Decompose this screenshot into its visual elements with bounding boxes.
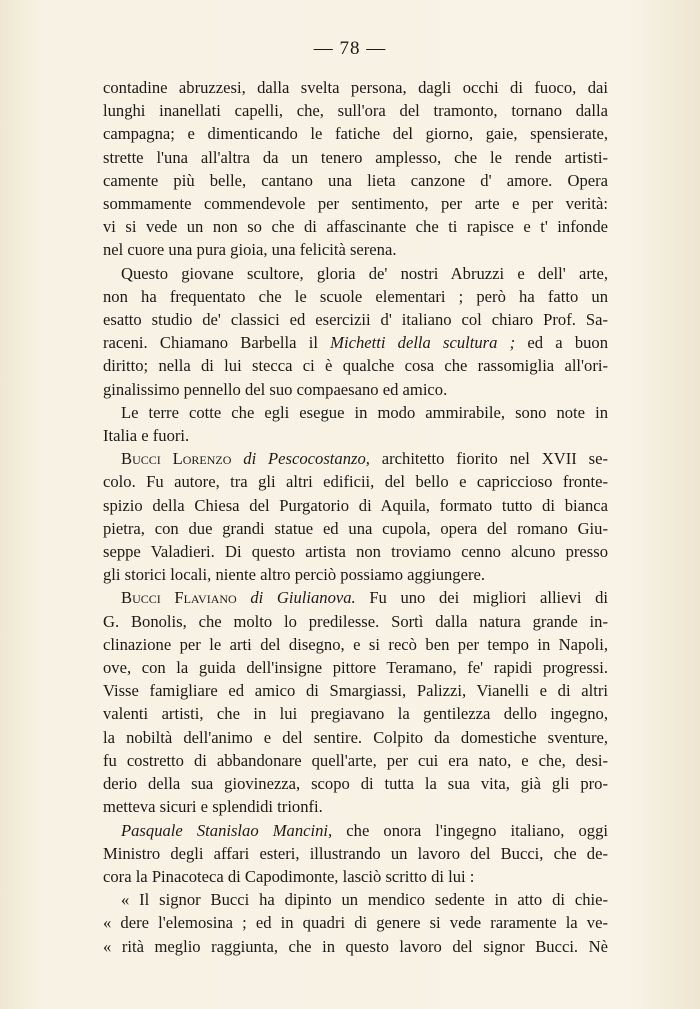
page-number: — 78 —	[313, 38, 387, 59]
text-line	[103, 795, 608, 818]
text-segment: lunghi inanellati capelli, che, sull'ora del tramonto, tornano dalla	[103, 101, 608, 121]
text-segment: nel cuore una pura gioia, una felicità serena.	[103, 240, 397, 260]
text-segment: Italia e fuori.	[103, 426, 190, 446]
text-line	[103, 772, 608, 795]
text-segment: derio della sua giovinezza, scopo di tutta la sua vita, già gli pro-	[103, 774, 608, 794]
text-segment: Visse famigliare ed amico di Smargiassi, Palizzi, Vianelli e di altri	[103, 681, 608, 701]
text-segment: Le terre cotte che egli esegue in modo ammirabile, sono note in	[121, 402, 608, 422]
text-segment: campagna; e dimenticando le fatiche del giorno, gaie, spensierate,	[103, 124, 608, 144]
text-segment: Questo giovane scultore, gloria de' nostri Abruzzi e dell' arte,	[121, 263, 608, 283]
text-segment: diritto; nella di lui stecca ci è qualche cosa che rassomiglia all'ori-	[103, 356, 608, 376]
text-segment: gli storici locali, niente altro perciò possiamo aggiungere.	[103, 565, 486, 585]
text-line	[103, 563, 608, 586]
text-line	[103, 146, 608, 169]
text-segment: sommamente commendevole per sentimento, per arte e per verità:	[103, 194, 608, 214]
text-segment: pietra, con due grandi statue ed una cupola, opera del romano Giu-	[103, 518, 608, 538]
text-segment: non ha frequentato che le scuole elementari ; però ha fatto un	[103, 286, 608, 306]
text-line	[103, 911, 608, 934]
text-segment: la nobiltà dell'animo e del sentire. Colpito da domestiche sventure,	[103, 727, 608, 747]
text-line	[103, 238, 608, 261]
text-segment: « dere l'elemosina ; ed in quadri di genere si vede raramente la ve-	[103, 913, 608, 933]
text-line	[103, 378, 608, 401]
text-segment: Bucci Lorenzo	[121, 449, 232, 469]
text-segment: G. Bonolis, che molto lo predilesse. Sortì dalla natura grande in-	[103, 611, 608, 631]
text-line	[103, 865, 608, 888]
text-segment: « Il signor Bucci ha dipinto un mendico sedente in atto di chie-	[121, 890, 608, 910]
text-segment: architetto fiorito nel XVII se-	[369, 449, 609, 469]
text-line	[103, 447, 608, 470]
text-line	[103, 192, 608, 215]
text-line	[103, 610, 608, 633]
text-segment: fu costretto di abbandonare quell'arte, per cui era nato, e che, desi-	[103, 750, 608, 770]
text-line	[103, 749, 608, 772]
text-line	[103, 633, 608, 656]
text-line	[103, 285, 608, 308]
text-segment: Ministro degli affari esteri, illustrando un lavoro del Bucci, che de-	[103, 843, 608, 863]
text-line	[103, 702, 608, 725]
text-segment: ove, con la guida dell'insigne pittore Teramano, fe' rapidi progressi.	[103, 658, 608, 678]
text-segment: esatto studio de' classici ed esercizii d' italiano col chiaro Prof. Sa-	[103, 310, 608, 330]
text-segment: di Pescocostanzo,	[231, 449, 370, 469]
text-line	[103, 494, 608, 517]
text-segment: vi si vede un non so che di affascinante che ti rapisce e t' infonde	[103, 217, 608, 237]
text-line	[103, 99, 608, 122]
body-text	[103, 76, 608, 958]
text-line	[103, 517, 608, 540]
text-line	[103, 354, 608, 377]
text-line	[103, 842, 608, 865]
text-segment: valenti artisti, che in lui pregiavano la gentilezza dello ingegno,	[103, 704, 608, 724]
text-segment: seppe Valadieri. Di questo artista non troviamo cenno alcuno presso	[103, 542, 608, 562]
text-segment: ginalissimo pennello del suo compaesano ed amico.	[103, 379, 448, 399]
text-line	[103, 76, 608, 99]
text-line	[103, 401, 608, 424]
text-line	[103, 586, 608, 609]
text-line	[103, 679, 608, 702]
text-segment: « rità meglio raggiunta, che in questo lavoro del signor Bucci. Nè	[103, 936, 608, 956]
text-segment: colo. Fu autore, tra gli altri edificii, del bello e capriccioso fronte-	[103, 472, 608, 492]
text-segment: ed a buon	[515, 333, 609, 353]
text-line	[103, 470, 608, 493]
text-line	[103, 424, 608, 447]
text-line	[103, 308, 608, 331]
text-segment: Michetti della scultura ;	[330, 333, 516, 353]
text-segment: Fu uno dei migliori allievi di	[355, 588, 608, 608]
text-segment: che onora l'ingegno italiano, oggi	[332, 820, 608, 840]
text-segment: cora la Pinacoteca di Capodimonte, lasciò scritto di lui :	[103, 866, 475, 886]
text-segment: Pasquale Stanislao Mancini,	[121, 820, 333, 840]
text-line	[103, 215, 608, 238]
text-line	[103, 169, 608, 192]
text-segment: camente più belle, cantano una lieta canzone d' amore. Opera	[103, 170, 608, 190]
text-line	[103, 331, 608, 354]
text-line	[103, 819, 608, 842]
text-line	[103, 540, 608, 563]
text-line	[103, 935, 608, 958]
text-line	[103, 122, 608, 145]
text-segment: di Giulianova.	[236, 588, 356, 608]
text-line	[103, 656, 608, 679]
text-segment: metteva sicuri e splendidi trionfi.	[103, 797, 323, 817]
text-line	[103, 888, 608, 911]
text-segment: spizio della Chiesa del Purgatorio di Aquila, formato tutto di bianca	[103, 495, 608, 515]
text-segment: raceni. Chiamano Barbella il	[103, 333, 318, 353]
text-segment: contadine abruzzesi, dalla svelta persona, dagli occhi di fuoco, dai	[103, 78, 608, 97]
text-segment: strette l'una all'altra da un tenero amplesso, che le rende artisti-	[103, 147, 608, 167]
text-line	[103, 726, 608, 749]
text-segment: Bucci Flaviano	[121, 588, 237, 608]
text-line	[103, 262, 608, 285]
text-segment: clinazione per le arti del disegno, e si recò ben per tempo in Napoli,	[103, 634, 608, 654]
